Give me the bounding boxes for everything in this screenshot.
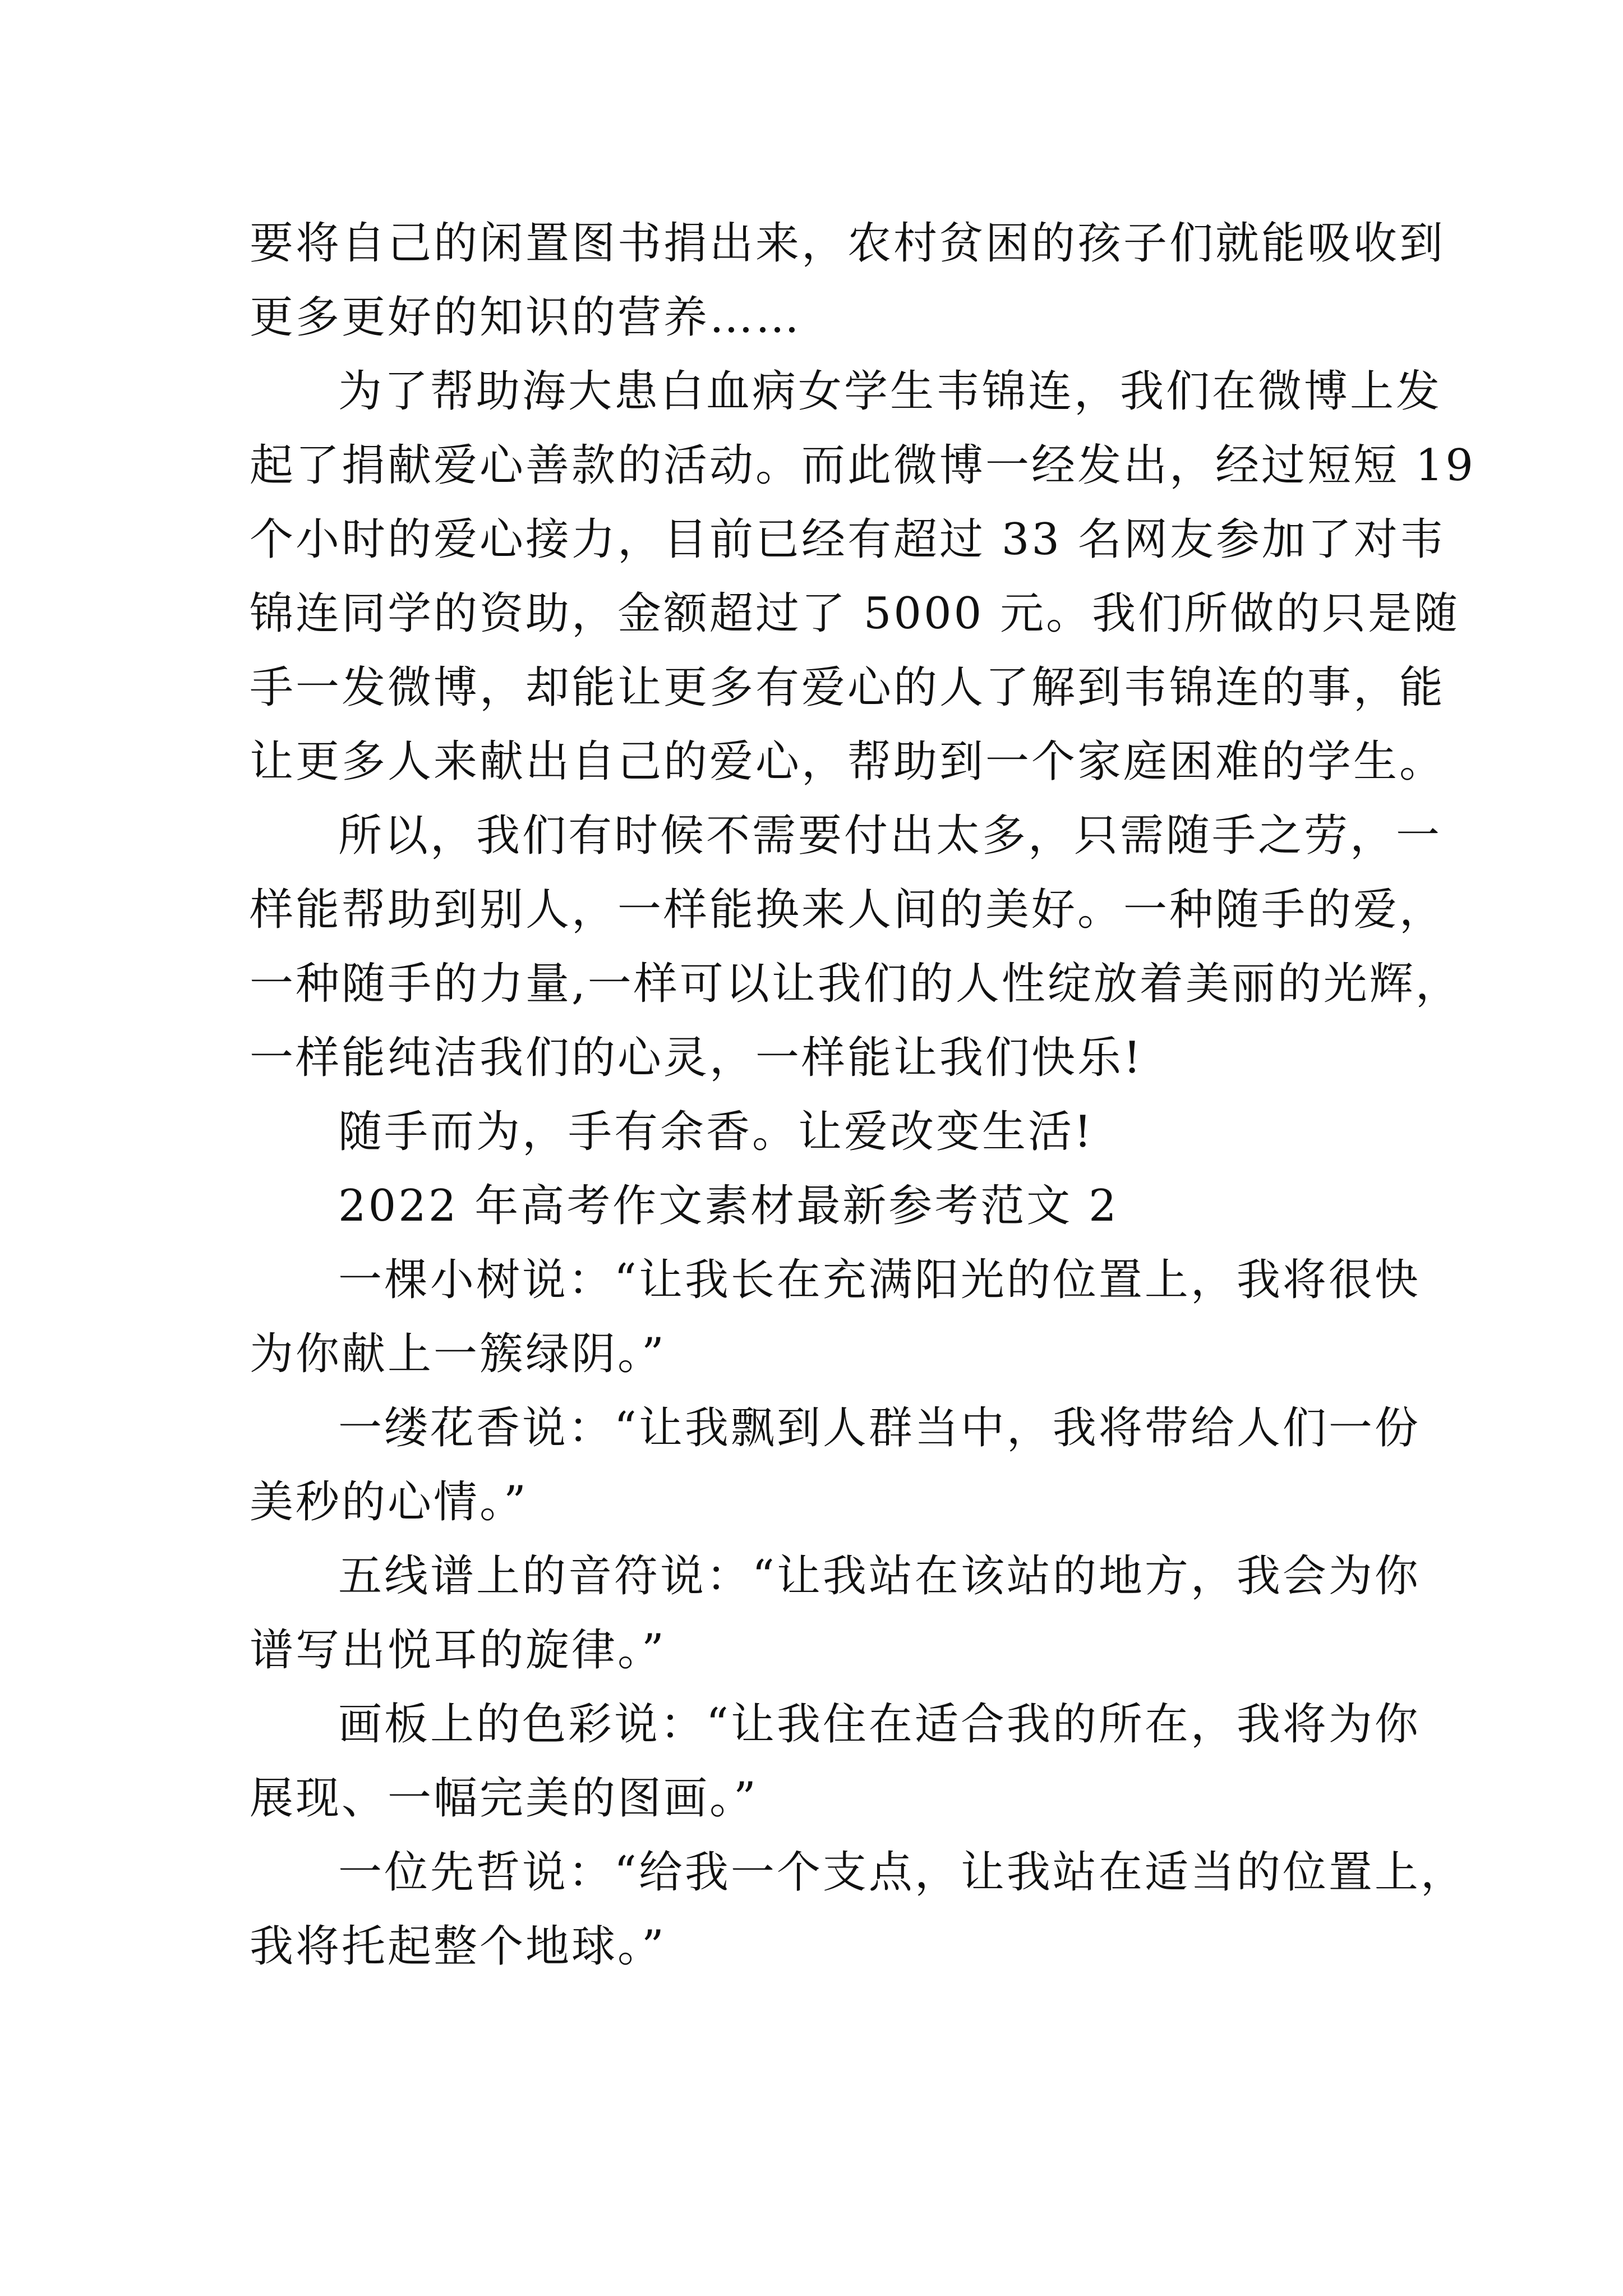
text-line: 个小时的爱心接力，目前已经有超过 33 名网友参加了对韦 bbox=[250, 514, 1446, 565]
text-line: 一位先哲说：“给我一个支点，让我站在适当的位置上， bbox=[338, 1847, 1467, 1898]
text-line: 手一发微博，却能让更多有爱心的人了解到韦锦连的事，能 bbox=[250, 662, 1446, 713]
section-heading: 2022 年高考作文素材最新参考范文 2 bbox=[338, 1181, 1119, 1231]
text-line: 我将托起整个地球。” bbox=[250, 1921, 666, 1972]
text-line: 所以，我们有时候不需要付出太多，只需随手之劳，一 bbox=[338, 811, 1442, 861]
text-line: 更多更好的知识的营养…… bbox=[250, 292, 802, 343]
text-line: 谱写出悦耳的旋律。” bbox=[250, 1625, 666, 1676]
text-line: 为你献上一簇绿阴。” bbox=[250, 1329, 666, 1379]
text-line: 一种随手的力量,一样可以让我们的人性绽放着美丽的光辉， bbox=[250, 959, 1461, 1009]
text-line: 一样能纯洁我们的心灵，一样能让我们快乐! bbox=[250, 1033, 1144, 1083]
text-line: 一棵小树说：“让我长在充满阳光的位置上，我将很快 bbox=[338, 1255, 1421, 1305]
text-line: 让更多人来献出自己的爱心，帮助到一个家庭困难的学生。 bbox=[250, 737, 1446, 787]
text-line: 一缕花香说：“让我飘到人群当中，我将带给人们一份 bbox=[338, 1403, 1421, 1453]
document-body bbox=[250, 206, 1476, 1984]
text-line: 五线谱上的音符说：“让我站在该站的地方，我会为你 bbox=[338, 1551, 1421, 1602]
text-line: 要将自己的闲置图书捐出来，农村贫困的孩子们就能吸收到 bbox=[250, 218, 1446, 269]
text-line: 随手而为，手有余香。让爱改变生活! bbox=[338, 1107, 1094, 1157]
text-line: 样能帮助到别人，一样能换来人间的美好。一种随手的爱， bbox=[250, 885, 1446, 935]
text-line: 美秒的心情。” bbox=[250, 1477, 528, 1527]
text-line: 为了帮助海大患白血病女学生韦锦连，我们在微博上发 bbox=[338, 366, 1442, 417]
text-line: 锦连同学的资助，金额超过了 5000 元。我们所做的只是随 bbox=[250, 588, 1460, 639]
text-line: 展现、一幅完美的图画。” bbox=[250, 1773, 758, 1824]
text-line: 画板上的色彩说：“让我住在适合我的所在，我将为你 bbox=[338, 1699, 1421, 1750]
text-line: 起了捐献爱心善款的活动。而此微博一经发出，经过短短 19 bbox=[250, 440, 1476, 491]
